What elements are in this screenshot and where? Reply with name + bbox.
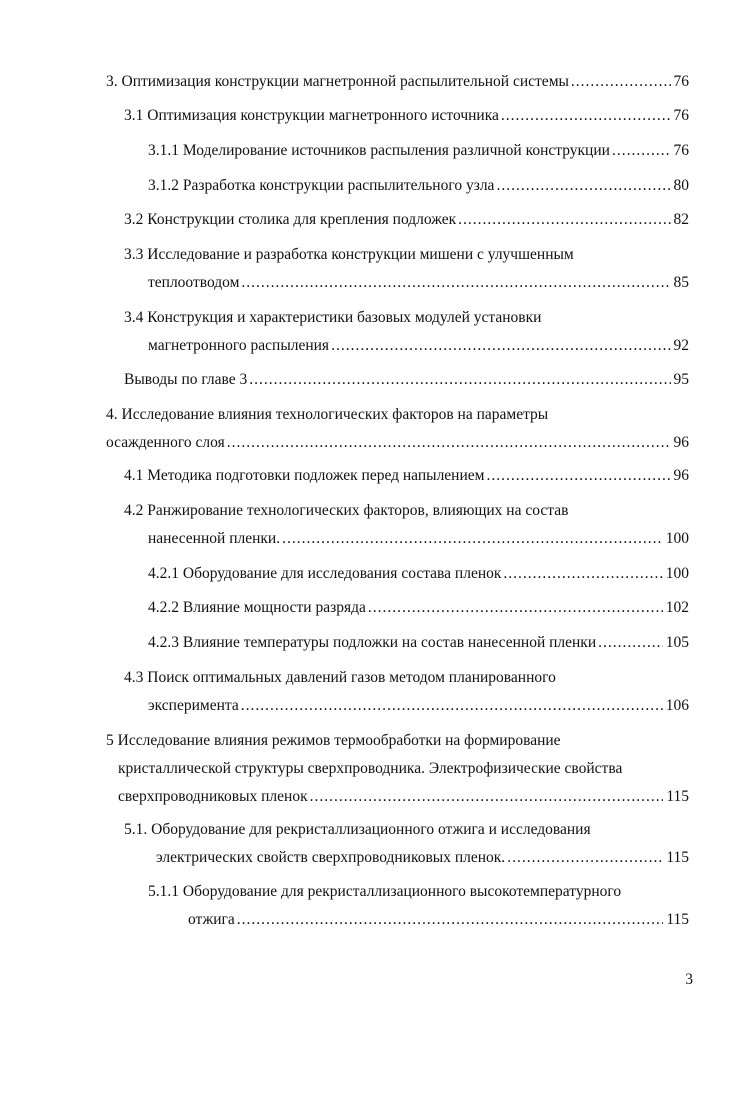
toc-entry-page: 115 [666,849,689,866]
toc-entry [124,308,689,356]
toc-entry-page: 95 [673,371,689,388]
dot-leader [241,273,670,293]
page-number: 3 [685,971,693,988]
toc-entry-line: 4.2 Ранжирование технологических факторов, влияющих на состав [124,502,569,519]
toc-entry-page: 96 [673,467,689,484]
toc-entry-title: 4.2.3 Влияние температуры подложки на состав нанесенной пленки [148,634,597,651]
toc-entry-title: 3.2 Конструкции столика для крепления подложек [124,211,457,228]
toc-entry-title: 4.1 Методика подготовки подложек перед напылением [124,467,485,484]
toc-entry-title: Выводы по главе 3 [124,371,248,388]
toc-entry-title: 3. Оптимизация конструкции магнетронной распылительной системы [106,73,569,90]
dot-leader [237,910,664,930]
toc-entry [106,405,689,453]
toc-entry [148,176,689,196]
dot-leader [598,633,663,653]
dot-leader [612,141,671,161]
dot-leader [368,598,663,618]
dot-leader [227,433,671,453]
toc-entry [124,210,689,230]
toc-entry [124,245,689,293]
toc-entry-page: 102 [665,599,689,616]
toc-entry-page: 76 [673,107,689,124]
toc-entry [124,820,689,868]
dot-leader [241,696,663,716]
dot-leader [507,848,663,868]
toc-entry-line: 4. Исследование влияния технологических факторов на параметры [106,406,549,423]
toc-entry-page: 80 [673,177,689,194]
toc-entry-page: 82 [673,211,689,228]
toc-entry [106,731,689,807]
toc-entry-page: 105 [665,634,689,651]
toc-entry [148,882,689,930]
toc-entry [148,141,689,161]
dot-leader [310,787,664,807]
toc-entry-page: 96 [673,434,689,451]
toc-entry [148,633,689,653]
dot-leader [496,176,670,196]
toc-entry-title: 4.2.1 Оборудование для исследования состава пленок [148,565,502,582]
dot-leader [282,529,663,549]
toc-entry [124,668,689,716]
dot-leader [501,106,671,126]
toc-entry-page: 106 [665,697,689,714]
toc-entry-line: 3.3 Исследование и разработка конструкции мишени с улучшенным [124,246,574,263]
toc-entry-line: кристаллической структуры сверхпроводника. Электрофизические свойства [118,760,623,777]
toc-entry-title: отжига [188,911,235,928]
toc-entry-title: 4.2.2 Влияние мощности разряда [148,599,366,616]
toc-entry-line: 3.4 Конструкция и характеристики базовых модулей установки [124,309,542,326]
toc-entry-title: 3.1.1 Моделирование источников распыления различной конструкции [148,142,610,159]
toc-entry-title: 3.1 Оптимизация конструкции магнетронного источника [124,107,499,124]
dot-leader [503,564,662,584]
toc-entry-title: осажденного слоя [106,434,225,451]
dot-leader [331,336,670,356]
toc-entry [124,466,689,486]
toc-entry-line: 5 Исследование влияния режимов термообработки на формирование [106,732,561,749]
toc-entry-title: теплоотводом [148,274,240,291]
dot-leader [571,72,671,92]
toc-entry-page: 115 [666,911,689,928]
toc-entry-title: 3.1.2 Разработка конструкции распылительного узла [148,177,495,194]
toc-entry [124,106,689,126]
toc-entry-title: магнетронного распыления [148,337,330,354]
dot-leader [249,370,670,390]
toc-entry-title: сверхпроводниковых пленок [118,788,308,805]
dot-leader [458,210,670,230]
toc-entry [148,598,689,618]
toc-entry-title: нанесенной пленки. [148,530,281,547]
toc-entry-page: 92 [673,337,689,354]
toc-entry [124,370,689,390]
dot-leader [486,466,670,486]
toc-entry [124,501,689,549]
toc-entry-line: 5.1.1 Оборудование для рекристаллизационного высокотемпературного [148,883,622,900]
toc-entry-line: 5.1. Оборудование для рекристаллизационного отжига и исследования [124,821,591,838]
toc-entry-line: 4.3 Поиск оптимальных давлений газов методом планированного [124,669,556,686]
toc-entry-page: 85 [673,274,689,291]
toc-entry [106,72,689,92]
toc-entry-page: 76 [673,142,689,159]
toc-entry-page: 100 [665,530,689,547]
toc-entry [148,564,689,584]
toc-entry-page: 76 [673,73,689,90]
toc-entry-title: электрических свойств сверхпроводниковых пленок. [156,849,506,866]
toc-entry-title: эксперимента [148,697,239,714]
toc-entry-page: 100 [665,565,689,582]
toc-entry-page: 115 [666,788,689,805]
